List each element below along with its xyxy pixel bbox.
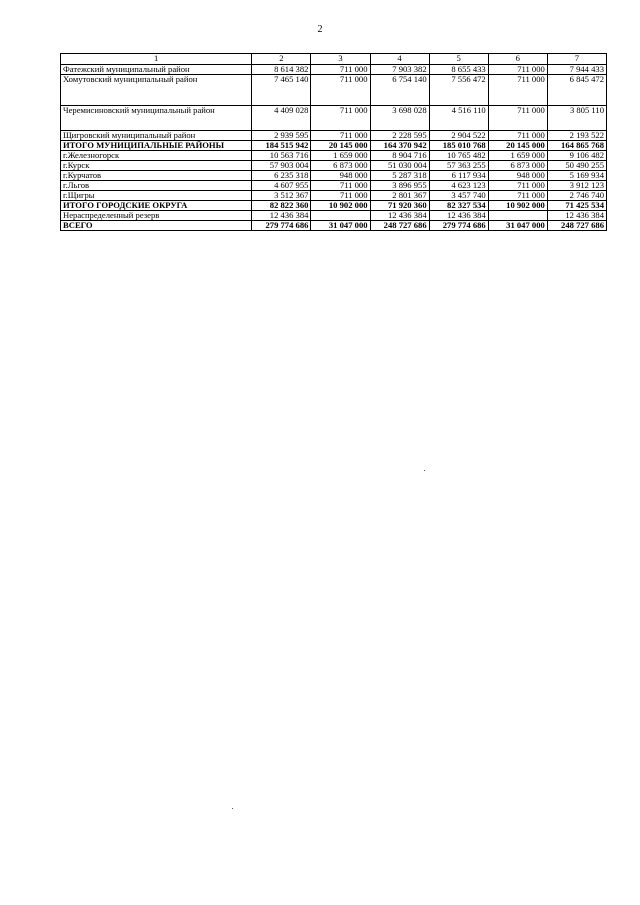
value-cell: 711 000 (311, 75, 370, 106)
value-cell: 7 556 472 (429, 75, 488, 106)
value-cell (311, 211, 370, 221)
value-cell: 12 436 384 (252, 211, 311, 221)
value-cell: 6 873 000 (311, 161, 370, 171)
row-name-cell: ИТОГО МУНИЦИПАЛЬНЫЕ РАЙОНЫ (61, 141, 252, 151)
table-row (61, 141, 607, 151)
value-cell: 12 436 384 (429, 211, 488, 221)
value-cell: 57 903 004 (252, 161, 311, 171)
row-name-cell: ВСЕГО (61, 221, 252, 231)
row-name-cell: Фатежский муниципальный район (61, 65, 252, 75)
value-cell: 2 801 367 (370, 191, 429, 201)
column-header: 4 (370, 54, 429, 65)
value-cell: 2 904 522 (429, 131, 488, 141)
table-row (61, 131, 607, 141)
value-cell: 3 805 110 (547, 106, 606, 131)
table-row (61, 211, 607, 221)
value-cell: 50 490 255 (547, 161, 606, 171)
table-row (61, 171, 607, 181)
table-row (61, 221, 607, 231)
table-row (61, 201, 607, 211)
value-cell: 12 436 384 (547, 211, 606, 221)
value-cell: 248 727 686 (370, 221, 429, 231)
value-cell: 711 000 (311, 131, 370, 141)
value-cell: 3 457 740 (429, 191, 488, 201)
row-name-cell: Нераспределенный резерв (61, 211, 252, 221)
table-row (61, 65, 607, 75)
value-cell: 6 845 472 (547, 75, 606, 106)
value-cell: 711 000 (488, 131, 547, 141)
value-cell: 3 512 367 (252, 191, 311, 201)
value-cell: 711 000 (488, 65, 547, 75)
value-cell: 82 327 534 (429, 201, 488, 211)
value-cell: 6 117 934 (429, 171, 488, 181)
row-name-cell: г.Курск (61, 161, 252, 171)
value-cell: 3 912 123 (547, 181, 606, 191)
row-name-cell: Хомутовский муниципальный район (61, 75, 252, 106)
value-cell: 2 939 595 (252, 131, 311, 141)
value-cell: 71 425 534 (547, 201, 606, 211)
value-cell: 3 896 955 (370, 181, 429, 191)
value-cell: 31 047 000 (311, 221, 370, 231)
value-cell: 51 030 004 (370, 161, 429, 171)
value-cell: 711 000 (488, 181, 547, 191)
value-cell: 711 000 (311, 65, 370, 75)
row-name-cell: г.Льгов (61, 181, 252, 191)
value-cell: 8 614 382 (252, 65, 311, 75)
column-header: 2 (252, 54, 311, 65)
column-header: 3 (311, 54, 370, 65)
value-cell: 4 607 955 (252, 181, 311, 191)
table-row (61, 75, 607, 106)
value-cell: 948 000 (311, 171, 370, 181)
value-cell: 10 563 716 (252, 151, 311, 161)
table-row (61, 191, 607, 201)
budget-table-body (61, 54, 607, 231)
row-name-cell: Черемисиновский муниципальный район (61, 106, 252, 131)
value-cell: 6 873 000 (488, 161, 547, 171)
value-cell: 8 655 433 (429, 65, 488, 75)
value-cell: 9 106 482 (547, 151, 606, 161)
row-name-cell: г.Щигры (61, 191, 252, 201)
row-name-cell: г.Железногорск (61, 151, 252, 161)
value-cell: 711 000 (311, 106, 370, 131)
value-cell: 279 774 686 (429, 221, 488, 231)
row-name-cell: Щигровский муниципальный район (61, 131, 252, 141)
value-cell: 279 774 686 (252, 221, 311, 231)
value-cell: 20 145 000 (311, 141, 370, 151)
value-cell: 248 727 686 (547, 221, 606, 231)
budget-table (60, 53, 607, 231)
value-cell: 7 465 140 (252, 75, 311, 106)
value-cell: 5 169 934 (547, 171, 606, 181)
page-number: 2 (317, 24, 323, 35)
value-cell: 2 228 595 (370, 131, 429, 141)
value-cell: 4 409 028 (252, 106, 311, 131)
column-header: 6 (488, 54, 547, 65)
value-cell (488, 211, 547, 221)
scan-speck (232, 808, 233, 809)
value-cell: 10 902 000 (488, 201, 547, 211)
column-header: 5 (429, 54, 488, 65)
value-cell: 711 000 (488, 106, 547, 131)
value-cell: 7 944 433 (547, 65, 606, 75)
table-header-row (61, 54, 607, 65)
value-cell: 12 436 384 (370, 211, 429, 221)
value-cell: 31 047 000 (488, 221, 547, 231)
value-cell: 711 000 (311, 191, 370, 201)
table-row (61, 181, 607, 191)
value-cell: 10 902 000 (311, 201, 370, 211)
value-cell: 1 659 000 (488, 151, 547, 161)
value-cell: 7 903 382 (370, 65, 429, 75)
table-row (61, 161, 607, 171)
value-cell: 948 000 (488, 171, 547, 181)
value-cell: 711 000 (488, 191, 547, 201)
value-cell: 164 370 942 (370, 141, 429, 151)
value-cell: 57 363 255 (429, 161, 488, 171)
value-cell: 711 000 (311, 181, 370, 191)
value-cell: 71 920 360 (370, 201, 429, 211)
column-header: 7 (547, 54, 606, 65)
value-cell: 2 193 522 (547, 131, 606, 141)
value-cell: 164 865 768 (547, 141, 606, 151)
value-cell: 10 765 482 (429, 151, 488, 161)
value-cell: 184 515 942 (252, 141, 311, 151)
value-cell: 6 235 318 (252, 171, 311, 181)
value-cell: 5 287 318 (370, 171, 429, 181)
value-cell: 8 904 716 (370, 151, 429, 161)
value-cell: 2 746 740 (547, 191, 606, 201)
value-cell: 20 145 000 (488, 141, 547, 151)
value-cell: 6 754 140 (370, 75, 429, 106)
column-header: 1 (61, 54, 252, 65)
value-cell: 3 698 028 (370, 106, 429, 131)
value-cell: 711 000 (488, 75, 547, 106)
value-cell: 185 010 768 (429, 141, 488, 151)
row-name-cell: г.Курчатов (61, 171, 252, 181)
table-row (61, 106, 607, 131)
value-cell: 4 516 110 (429, 106, 488, 131)
table-row (61, 151, 607, 161)
row-name-cell: ИТОГО ГОРОДСКИЕ ОКРУГА (61, 201, 252, 211)
value-cell: 1 659 000 (311, 151, 370, 161)
scan-speck (424, 470, 425, 471)
value-cell: 4 623 123 (429, 181, 488, 191)
value-cell: 82 822 360 (252, 201, 311, 211)
